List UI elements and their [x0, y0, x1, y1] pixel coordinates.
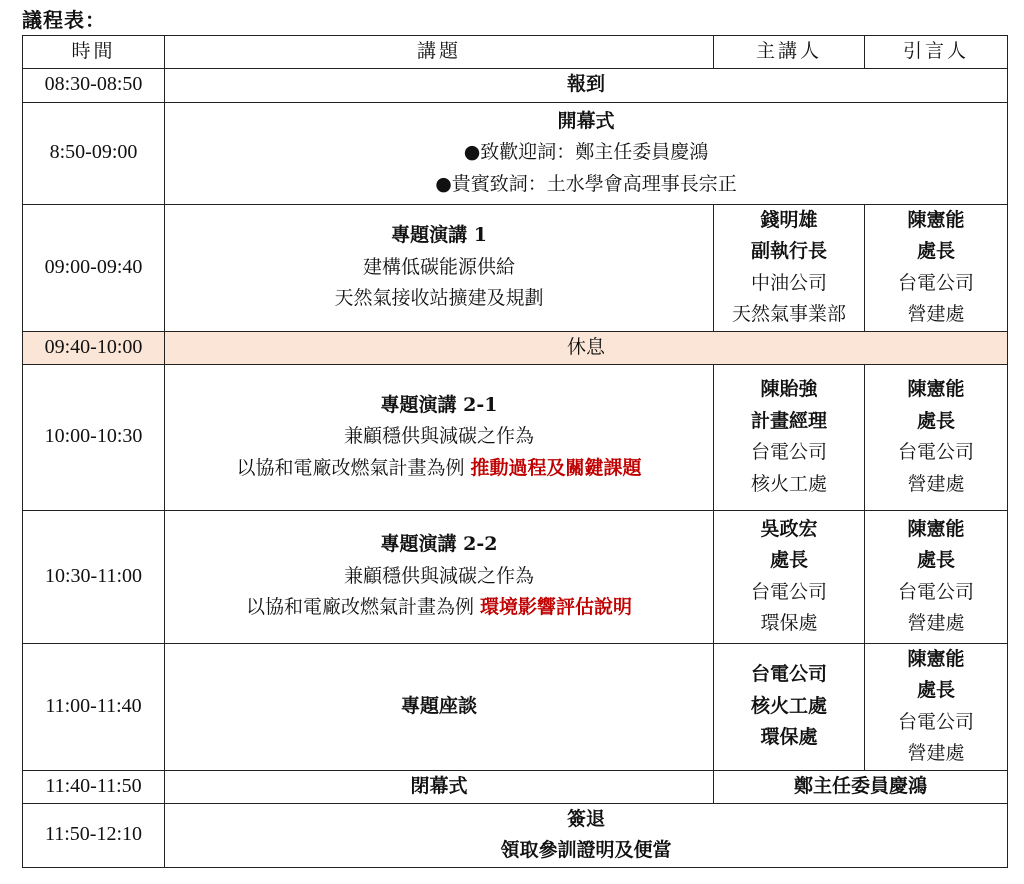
topic-line — [165, 453, 713, 485]
topic-title: 專題演講 2-1 — [380, 393, 498, 416]
time-cell: 09:00-09:40 — [23, 204, 165, 331]
speaker-name: 吳政宏 — [760, 517, 818, 540]
host-cell — [865, 204, 1008, 331]
topic-line: 兼顧穩供與減碳之作為 — [343, 425, 534, 448]
topic-cell — [165, 102, 1008, 204]
speaker-name: 陳貽強 — [760, 378, 818, 400]
speaker-org: 台電公司 — [750, 663, 827, 686]
topic-cell — [165, 204, 714, 331]
time-cell: 11:50-12:10 — [23, 803, 165, 867]
host-cell — [865, 643, 1008, 770]
topic-line: 領取參訓證明及便當 — [500, 839, 672, 861]
header-topic: 講題 — [165, 36, 714, 69]
row-opening — [23, 102, 1008, 204]
time-cell: 08:30-08:50 — [23, 68, 165, 102]
topic-line-text: 以協和電廠改燃氣計畫為例 — [245, 596, 481, 619]
time-cell: 10:30-11:00 — [23, 510, 165, 643]
topic-cell: 專題座談 — [165, 643, 714, 770]
speaker-dept: 核火工處 — [750, 694, 827, 717]
agenda-table — [22, 35, 1008, 868]
topic-line: 天然氣接收站擴建及規劃 — [334, 287, 544, 310]
host-title: 處長 — [916, 409, 955, 432]
speaker-dept: 天然氣事業部 — [731, 303, 846, 325]
host-dept: 營建處 — [907, 303, 965, 325]
speaker-cell — [714, 364, 865, 510]
topic-cell — [165, 803, 1008, 867]
row-break — [23, 331, 1008, 364]
header-time: 時間 — [23, 36, 165, 69]
row-talk1 — [23, 204, 1008, 331]
row-checkout — [23, 803, 1008, 867]
topic-title: 專題演講 2-2 — [380, 533, 498, 556]
topic-line: ●致歡迎詞：鄭主任委員慶鴻 — [463, 141, 709, 164]
time-cell: 11:40-11:50 — [23, 770, 165, 803]
topic-cell — [165, 364, 714, 510]
host-org: 台電公司 — [897, 441, 974, 463]
header-host: 引言人 — [865, 36, 1008, 69]
host-cell — [865, 510, 1008, 643]
topic-line: ●貴賓致詞：土水學會高理事長宗正 — [435, 172, 737, 195]
host-title: 處長 — [916, 549, 955, 571]
topic-title: 開幕式 — [557, 109, 615, 132]
time-cell: 09:40-10:00 — [23, 331, 165, 364]
speaker-dept: 環保處 — [760, 726, 818, 749]
host-name: 陳憲能 — [907, 647, 965, 670]
page-title: 議程表： — [22, 8, 106, 32]
topic-highlight: 環境影響評估說明 — [480, 596, 633, 619]
host-org: 台電公司 — [897, 271, 974, 294]
host-title: 處長 — [916, 679, 955, 701]
speaker-cell: 鄭主任委員慶鴻 — [714, 770, 1008, 803]
speaker-cell — [714, 204, 865, 331]
topic-line-text: 以協和電廠改燃氣計畫為例 — [236, 456, 471, 479]
row-forum — [23, 643, 1008, 770]
header-speaker: 主講人 — [714, 36, 865, 69]
host-name: 陳憲能 — [907, 378, 965, 400]
host-title: 處長 — [916, 240, 955, 262]
topic-line — [165, 592, 713, 624]
speaker-org: 中油公司 — [750, 271, 827, 294]
time-cell: 8:50-09:00 — [23, 102, 165, 204]
speaker-title: 副執行長 — [750, 240, 827, 262]
row-closing — [23, 770, 1008, 803]
speaker-cell — [714, 510, 865, 643]
topic-cell: 報到 — [165, 68, 1008, 102]
speaker-cell — [714, 643, 865, 770]
topic-highlight: 推動過程及關鍵課題 — [470, 456, 642, 479]
host-name: 陳憲能 — [907, 517, 965, 540]
topic-cell: 休息 — [165, 331, 1008, 364]
speaker-title: 計畫經理 — [750, 409, 827, 432]
speaker-dept: 環保處 — [760, 612, 818, 634]
time-cell: 10:00-10:30 — [23, 364, 165, 510]
speaker-org: 台電公司 — [750, 441, 827, 463]
header-row — [23, 36, 1008, 69]
topic-cell — [165, 510, 714, 643]
time-cell: 11:00-11:40 — [23, 643, 165, 770]
host-name: 陳憲能 — [907, 208, 965, 231]
speaker-org: 台電公司 — [750, 580, 827, 603]
topic-line: 建構低碳能源供給 — [362, 255, 515, 278]
host-dept: 營建處 — [907, 742, 965, 764]
row-talk2-2 — [23, 510, 1008, 643]
topic-line: 兼顧穩供與減碳之作為 — [343, 564, 534, 587]
speaker-title: 處長 — [769, 549, 808, 571]
topic-line: 簽退 — [566, 807, 605, 830]
host-org: 台電公司 — [897, 710, 974, 733]
host-cell — [865, 364, 1008, 510]
topic-title: 專題演講 1 — [391, 224, 487, 247]
row-checkin — [23, 68, 1008, 102]
host-org: 台電公司 — [897, 580, 974, 603]
row-talk2-1 — [23, 364, 1008, 510]
speaker-name: 錢明雄 — [760, 208, 818, 231]
host-dept: 營建處 — [907, 612, 965, 634]
speaker-dept: 核火工處 — [750, 472, 827, 495]
host-dept: 營建處 — [907, 472, 965, 495]
topic-cell: 閉幕式 — [165, 770, 714, 803]
